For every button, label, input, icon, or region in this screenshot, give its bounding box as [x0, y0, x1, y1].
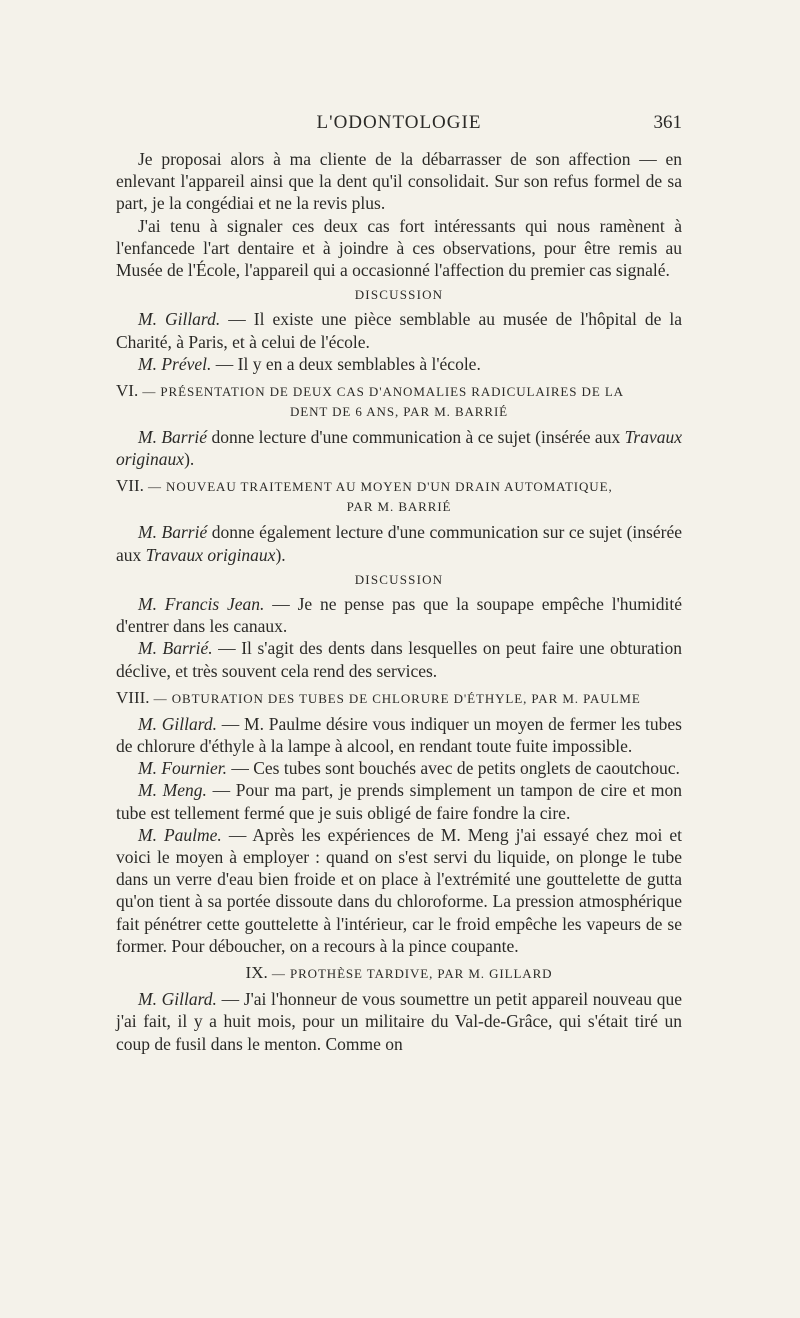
speaker-name: M. Barrié [138, 427, 208, 448]
speaker-paragraph [116, 308, 682, 352]
speaker-text: — M. Paulme désire vous indiquer un moyen de fermer les tubes de chlorure d'éthyle à la lampe à alcool, en rendant toute fuite impossible. [116, 713, 682, 757]
section-title: — NOUVEAU TRAITEMENT AU MOYEN D'UN DRAIN AUTOMATIQUE, [143, 479, 613, 495]
section-number: VII. [116, 476, 144, 496]
running-title: L'ODONTOLOGIE [316, 112, 482, 133]
speaker-text: — Après les expériences de M. Meng j'ai essayé chez moi et voici le moyen à employer : quand on s'est servi du liquide, on plonge le tube dans un verre d'eau bien froide et on place à l'extrémité une gouttelette de gutta qu'on tient à sa portée dissoute dans du chloroforme. La pression atmosphérique fait pénétrer cette gouttelette à l'intérieur, car le froid empêche les vapeurs de se former. Pour déboucher, on a recours à la pince coupante. [116, 824, 682, 956]
section-title-line2: PAR M. BARRIÉ [346, 499, 452, 515]
speaker-text: — Il s'agit des dents dans lesquelles on peut faire une obturation déclive, et très souvent cela rend des services. [116, 638, 682, 681]
speaker-paragraph [116, 824, 682, 957]
speaker-text-end: ). [184, 449, 195, 470]
section-heading [116, 963, 682, 984]
page-number: 361 [653, 112, 682, 133]
paragraph: J'ai tenu à signaler ces deux cas fort intéressants qui nous ramènent à l'enfancede l'art dentaire et à joindre à ces observations, pour être remis au Musée de l'École, l'appareil qui a occasionné l'affection du premier cas signalé. [116, 215, 682, 281]
speaker-text: — J'ai l'honneur de vous soumettre un petit appareil nouveau que j'ai fait, il y a huit mois, pour un militaire du Val-de-Grâce, qui s'était tiré un coup de fusil dans le menton. Comme on [116, 989, 682, 1054]
speaker-text: donne lecture d'une communication à ce sujet (insérée aux [207, 427, 625, 448]
page-header [116, 112, 682, 138]
speaker-name: M. Gillard. [138, 989, 217, 1010]
discussion-heading: DISCUSSION [354, 287, 444, 303]
speaker-paragraph [116, 779, 682, 823]
section-title: — OBTURATION DES TUBES DE CHLORURE D'ÉTHYLE, PAR M. PAULME [149, 690, 641, 706]
speaker-text: — Pour ma part, je prends simplement un tampon de cire et mon tube est tellement fermé que je suis obligé de faire fondre la cire. [116, 780, 682, 823]
paragraph: Je proposai alors à ma cliente de la débarrasser de son affection — en enlevant l'appareil ainsi que la dent qu'il consolidait. Sur son refus formel de sa part, je la congédiai et ne la revis plus. [116, 149, 682, 214]
speaker-name: M. Gillard. [138, 309, 221, 330]
works-title: Travaux originaux [145, 544, 276, 565]
speaker-name: M. Meng. [138, 780, 207, 801]
speaker-text: — Je ne pense pas que la soupape empêche l'humidité d'entrer dans les canaux. [116, 594, 682, 637]
speaker-paragraph [116, 757, 682, 779]
section-heading [116, 476, 682, 517]
section-title: — PRÉSENTATION DE DEUX CAS D'ANOMALIES RADICULAIRES DE LA [138, 384, 624, 400]
speaker-name: M. Gillard. [138, 713, 217, 734]
section-number: VIII. [116, 687, 150, 707]
section-heading [116, 381, 682, 422]
works-title: Travaux originaux [116, 427, 682, 470]
section-heading [116, 688, 682, 709]
speaker-text-end: ). [275, 544, 286, 565]
speaker-text: donne également lecture d'une communication sur ce sujet (insérée aux [116, 522, 682, 565]
speaker-paragraph [116, 713, 682, 757]
section-title-line2: DENT DE 6 ANS, PAR M. BARRIÉ [289, 404, 509, 420]
section-title: — PROTHÈSE TARDIVE, PAR M. GILLARD [267, 966, 553, 982]
speaker-paragraph [116, 426, 682, 470]
discussion-heading: DISCUSSION [354, 571, 444, 587]
section-number: IX. [245, 963, 268, 983]
speaker-paragraph [116, 593, 682, 637]
speaker-name: M. Barrié. [138, 638, 213, 659]
speaker-paragraph [116, 521, 682, 565]
speaker-text: — Il existe une pièce semblable au musée de l'hôpital de la Charité, à Paris, et à celui de l'école. [116, 309, 682, 352]
section-number: VI. [116, 381, 139, 401]
speaker-paragraph [116, 637, 682, 681]
body-text [116, 148, 682, 1055]
speaker-name: M. Fournier. [138, 758, 227, 779]
speaker-paragraph [116, 353, 682, 375]
speaker-name: M. Prével. [138, 353, 212, 374]
speaker-name: M. Paulme. [138, 824, 222, 845]
speaker-name: M. Barrié [138, 522, 208, 543]
speaker-name: M. Francis Jean. [138, 594, 265, 615]
speaker-text: — Ces tubes sont bouchés avec de petits onglets de caoutchouc. [226, 758, 680, 779]
speaker-paragraph [116, 988, 682, 1055]
speaker-text: — Il y en a deux semblables à l'école. [211, 353, 481, 374]
